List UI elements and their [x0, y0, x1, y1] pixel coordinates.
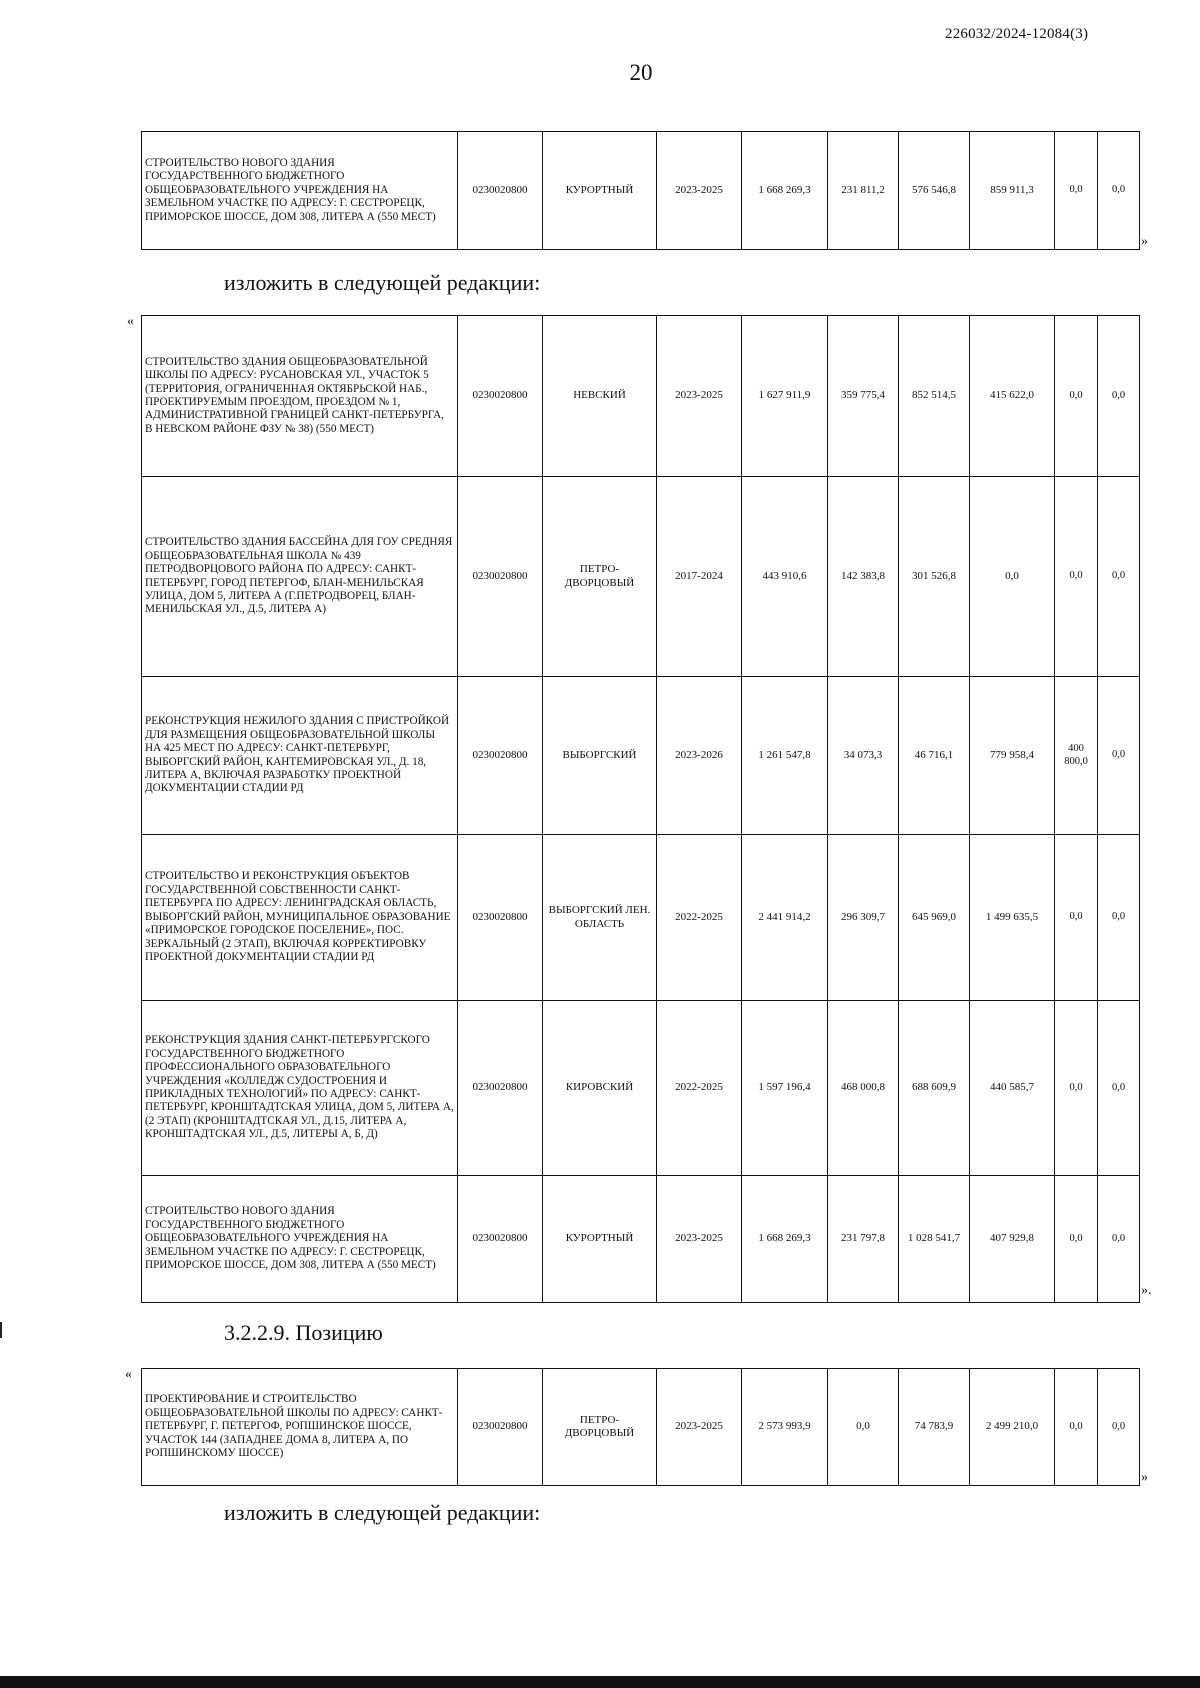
- object-name-cell: СТРОИТЕЛЬСТВО ЗДАНИЯ ОБЩЕОБРАЗОВАТЕЛЬНОЙ ШКОЛЫ ПО АДРЕСУ: РУСАНОВСКАЯ УЛ., УЧАСТОК 5 (ТЕРРИТОРИЯ, ОГРАНИЧЕННАЯ ОКТЯБРЬСКОЙ НАБ., ПРОЕКТИРУЕМЫМ ПРОЕЗДОМ, ПРОЕЗДОМ № 1, АДМИНИСТРАТИВНОЙ ГРАНИЦЕЙ САНКТ-ПЕТЕРБУРГА, В НЕВСКОМ РАЙОНЕ ФЗУ № 38) (550 МЕСТ): [142, 316, 458, 477]
- value-cell-1: 142 383,8: [828, 477, 899, 677]
- period-cell: 2022-2025: [657, 835, 742, 1001]
- value-cell-4: 0,0: [1055, 316, 1098, 477]
- object-name-cell: СТРОИТЕЛЬСТВО ЗДАНИЯ БАССЕЙНА ДЛЯ ГОУ СРЕДНЯЯ ОБЩЕОБРАЗОВАТЕЛЬНАЯ ШКОЛА № 439 ПЕТРОДВОРЦОВОГО РАЙОНА ПО АДРЕСУ: САНКТ-ПЕТЕРБУРГ, ГОРОД ПЕТЕРГОФ, БЛАН-МЕНИЛЬСКАЯ УЛИЦА, ДОМ 5, ЛИТЕРА А (Г.ПЕТРОДВОРЕЦ, БЛАН-МЕНИЛЬСКАЯ УЛ., Д.5, ЛИТЕРА А): [142, 477, 458, 677]
- table-row: [142, 677, 1140, 835]
- budget-code-cell: 0230020800: [458, 1176, 543, 1303]
- value-cell-4: 0,0: [1055, 132, 1098, 250]
- value-cell-3: 2 499 210,0: [970, 1369, 1055, 1486]
- total-cost-cell: 1 668 269,3: [742, 132, 828, 250]
- district-cell: КИРОВСКИЙ: [543, 1001, 657, 1176]
- value-cell-3: 0,0: [970, 477, 1055, 677]
- period-cell: 2023-2025: [657, 132, 742, 250]
- value-cell-5: 0,0: [1098, 835, 1140, 1001]
- object-name-cell: СТРОИТЕЛЬСТВО НОВОГО ЗДАНИЯ ГОСУДАРСТВЕННОГО БЮДЖЕТНОГО ОБЩЕОБРАЗОВАТЕЛЬНОГО УЧРЕЖДЕНИЯ НА ЗЕМЕЛЬНОМ УЧАСТКЕ ПО АДРЕСУ: Г. СЕСТРОРЕЦК, ПРИМОРСКОЕ ШОССЕ, ДОМ 308, ЛИТЕРА А (550 МЕСТ): [142, 132, 458, 250]
- value-cell-4: 0,0: [1055, 1001, 1098, 1176]
- amendment-text-1: изложить в следующей редакции:: [224, 270, 541, 295]
- opening-quote: «: [127, 314, 134, 329]
- value-cell-5: 0,0: [1098, 316, 1140, 477]
- value-cell-3: 1 499 635,5: [970, 835, 1055, 1001]
- value-cell-2: 645 969,0: [899, 835, 970, 1001]
- total-cost-cell: 1 668 269,3: [742, 1176, 828, 1303]
- value-cell-5: 0,0: [1098, 132, 1140, 250]
- value-cell-3: 859 911,3: [970, 132, 1055, 250]
- budget-code-cell: 0230020800: [458, 132, 543, 250]
- closing-quote: »: [1141, 1470, 1148, 1485]
- value-cell-5: 0,0: [1098, 1176, 1140, 1303]
- district-cell: КУРОРТНЫЙ: [543, 1176, 657, 1303]
- value-cell-3: 415 622,0: [970, 316, 1055, 477]
- scan-bottom-edge: [0, 1676, 1200, 1688]
- value-cell-1: 296 309,7: [828, 835, 899, 1001]
- value-cell-4: 400 800,0: [1055, 677, 1098, 835]
- budget-code-cell: 0230020800: [458, 677, 543, 835]
- value-cell-4: 0,0: [1055, 1176, 1098, 1303]
- page-number: 20: [629, 60, 653, 85]
- value-cell-2: 301 526,8: [899, 477, 970, 677]
- total-cost-cell: 1 627 911,9: [742, 316, 828, 477]
- district-cell: НЕВСКИЙ: [543, 316, 657, 477]
- value-cell-4: 0,0: [1055, 1369, 1098, 1486]
- object-name-cell: СТРОИТЕЛЬСТВО НОВОГО ЗДАНИЯ ГОСУДАРСТВЕННОГО БЮДЖЕТНОГО ОБЩЕОБРАЗОВАТЕЛЬНОГО УЧРЕЖДЕНИЯ НА ЗЕМЕЛЬНОМ УЧАСТКЕ ПО АДРЕСУ: Г. СЕСТРОРЕЦК, ПРИМОРСКОЕ ШОССЕ, ДОМ 308, ЛИТЕРА А (550 МЕСТ): [142, 1176, 458, 1303]
- table-row: [142, 132, 1140, 250]
- district-cell: ВЫБОРГСКИЙ: [543, 677, 657, 835]
- total-cost-cell: 443 910,6: [742, 477, 828, 677]
- value-cell-1: 359 775,4: [828, 316, 899, 477]
- value-cell-1: 231 797,8: [828, 1176, 899, 1303]
- object-name-cell: ПРОЕКТИРОВАНИЕ И СТРОИТЕЛЬСТВО ОБЩЕОБРАЗОВАТЕЛЬНОЙ ШКОЛЫ ПО АДРЕСУ: САНКТ-ПЕТЕРБУРГ, Г. ПЕТЕРГОФ, РОПШИНСКОЕ ШОССЕ, УЧАСТОК 144 (ЗАПАДНЕЕ ДОМА 8, ЛИТЕРА А, ПО РОПШИНСКОМУ ШОССЕ): [142, 1369, 458, 1486]
- district-cell: ВЫБОРГСКИЙ ЛЕН. ОБЛАСТЬ: [543, 835, 657, 1001]
- total-cost-cell: 2 441 914,2: [742, 835, 828, 1001]
- table-row: [142, 316, 1140, 477]
- object-name-cell: СТРОИТЕЛЬСТВО И РЕКОНСТРУКЦИЯ ОБЪЕКТОВ ГОСУДАРСТВЕННОЙ СОБСТВЕННОСТИ САНКТ-ПЕТЕРБУРГА ПО АДРЕСУ: ЛЕНИНГРАДСКАЯ ОБЛАСТЬ, ВЫБОРГСКИЙ РАЙОН, МУНИЦИПАЛЬНОЕ ОБРАЗОВАНИЕ «ПРИМОРСКОЕ ГОРОДСКОЕ ПОСЕЛЕНИЕ», ПОС. ЗЕРКАЛЬНЫЙ (2 ЭТАП), ВКЛЮЧАЯ КОРРЕКТИРОВКУ ПРОЕКТНОЙ ДОКУМЕНТАЦИИ СТАДИИ РД: [142, 835, 458, 1001]
- budget-code-cell: 0230020800: [458, 1369, 543, 1486]
- table-row: [142, 1176, 1140, 1303]
- value-cell-2: 852 514,5: [899, 316, 970, 477]
- scan-margin-mark: [0, 1322, 2, 1338]
- closing-quote-dot: ».: [1141, 1283, 1152, 1298]
- table-row: [142, 1369, 1140, 1486]
- budget-code-cell: 0230020800: [458, 1001, 543, 1176]
- closing-quote: »: [1141, 234, 1148, 249]
- budget-code-cell: 0230020800: [458, 316, 543, 477]
- value-cell-2: 46 716,1: [899, 677, 970, 835]
- period-cell: 2017-2024: [657, 477, 742, 677]
- budget-code-cell: 0230020800: [458, 477, 543, 677]
- period-cell: 2023-2025: [657, 1369, 742, 1486]
- budget-code-cell: 0230020800: [458, 835, 543, 1001]
- district-cell: ПЕТРО-ДВОРЦОВЫЙ: [543, 1369, 657, 1486]
- value-cell-3: 407 929,8: [970, 1176, 1055, 1303]
- table-new-positions: [141, 315, 1140, 1303]
- value-cell-5: 0,0: [1098, 1369, 1140, 1486]
- value-cell-2: 688 609,9: [899, 1001, 970, 1176]
- object-name-cell: РЕКОНСТРУКЦИЯ НЕЖИЛОГО ЗДАНИЯ С ПРИСТРОЙКОЙ ДЛЯ РАЗМЕЩЕНИЯ ОБЩЕОБРАЗОВАТЕЛЬНОЙ ШКОЛЫ НА 425 МЕСТ ПО АДРЕСУ: САНКТ-ПЕТЕРБУРГ, ВЫБОРГСКИЙ РАЙОН, КАНТЕМИРОВСКАЯ УЛ., Д. 18, ЛИТЕРА А, ВКЛЮЧАЯ РАЗРАБОТКУ ПРОЕКТНОЙ ДОКУМЕНТАЦИИ СТАДИИ РД: [142, 677, 458, 835]
- value-cell-3: 440 585,7: [970, 1001, 1055, 1176]
- amendment-text-2: изложить в следующей редакции:: [224, 1500, 541, 1525]
- table-old-position: [141, 131, 1140, 250]
- value-cell-2: 576 546,8: [899, 132, 970, 250]
- opening-quote: «: [125, 1367, 132, 1382]
- value-cell-5: 0,0: [1098, 677, 1140, 835]
- period-cell: 2023-2026: [657, 677, 742, 835]
- period-cell: 2022-2025: [657, 1001, 742, 1176]
- table-row: [142, 835, 1140, 1001]
- value-cell-2: 1 028 541,7: [899, 1176, 970, 1303]
- table-position-3-2-2-9: [141, 1368, 1140, 1486]
- value-cell-5: 0,0: [1098, 1001, 1140, 1176]
- value-cell-4: 0,0: [1055, 477, 1098, 677]
- value-cell-3: 779 958,4: [970, 677, 1055, 835]
- total-cost-cell: 2 573 993,9: [742, 1369, 828, 1486]
- period-cell: 2023-2025: [657, 1176, 742, 1303]
- period-cell: 2023-2025: [657, 316, 742, 477]
- district-cell: ПЕТРО-ДВОРЦОВЫЙ: [543, 477, 657, 677]
- table-row: [142, 477, 1140, 677]
- value-cell-1: 0,0: [828, 1369, 899, 1486]
- table-row: [142, 1001, 1140, 1176]
- value-cell-5: 0,0: [1098, 477, 1140, 677]
- document-number: 226032/2024-12084(3): [945, 26, 1089, 42]
- value-cell-4: 0,0: [1055, 835, 1098, 1001]
- section-heading: 3.2.2.9. Позицию: [224, 1320, 383, 1345]
- total-cost-cell: 1 597 196,4: [742, 1001, 828, 1176]
- value-cell-1: 34 073,3: [828, 677, 899, 835]
- district-cell: КУРОРТНЫЙ: [543, 132, 657, 250]
- value-cell-1: 468 000,8: [828, 1001, 899, 1176]
- value-cell-1: 231 811,2: [828, 132, 899, 250]
- value-cell-2: 74 783,9: [899, 1369, 970, 1486]
- object-name-cell: РЕКОНСТРУКЦИЯ ЗДАНИЯ САНКТ-ПЕТЕРБУРГСКОГО ГОСУДАРСТВЕННОГО БЮДЖЕТНОГО ПРОФЕССИОНАЛЬНОГО ОБРАЗОВАТЕЛЬНОГО УЧРЕЖДЕНИЯ «КОЛЛЕДЖ СУДОСТРОЕНИЯ И ПРИКЛАДНЫХ ТЕХНОЛОГИЙ» ПО АДРЕСУ: САНКТ-ПЕТЕРБУРГ, КРОНШТАДТСКАЯ УЛИЦА, ДОМ 5, ЛИТЕРА А, (2 ЭТАП) (КРОНШТАДТСКАЯ УЛ., Д.15, ЛИТЕРА А, КРОНШТАДТСКАЯ УЛ., Д.5, ЛИТЕРЫ А, Б, Д): [142, 1001, 458, 1176]
- total-cost-cell: 1 261 547,8: [742, 677, 828, 835]
